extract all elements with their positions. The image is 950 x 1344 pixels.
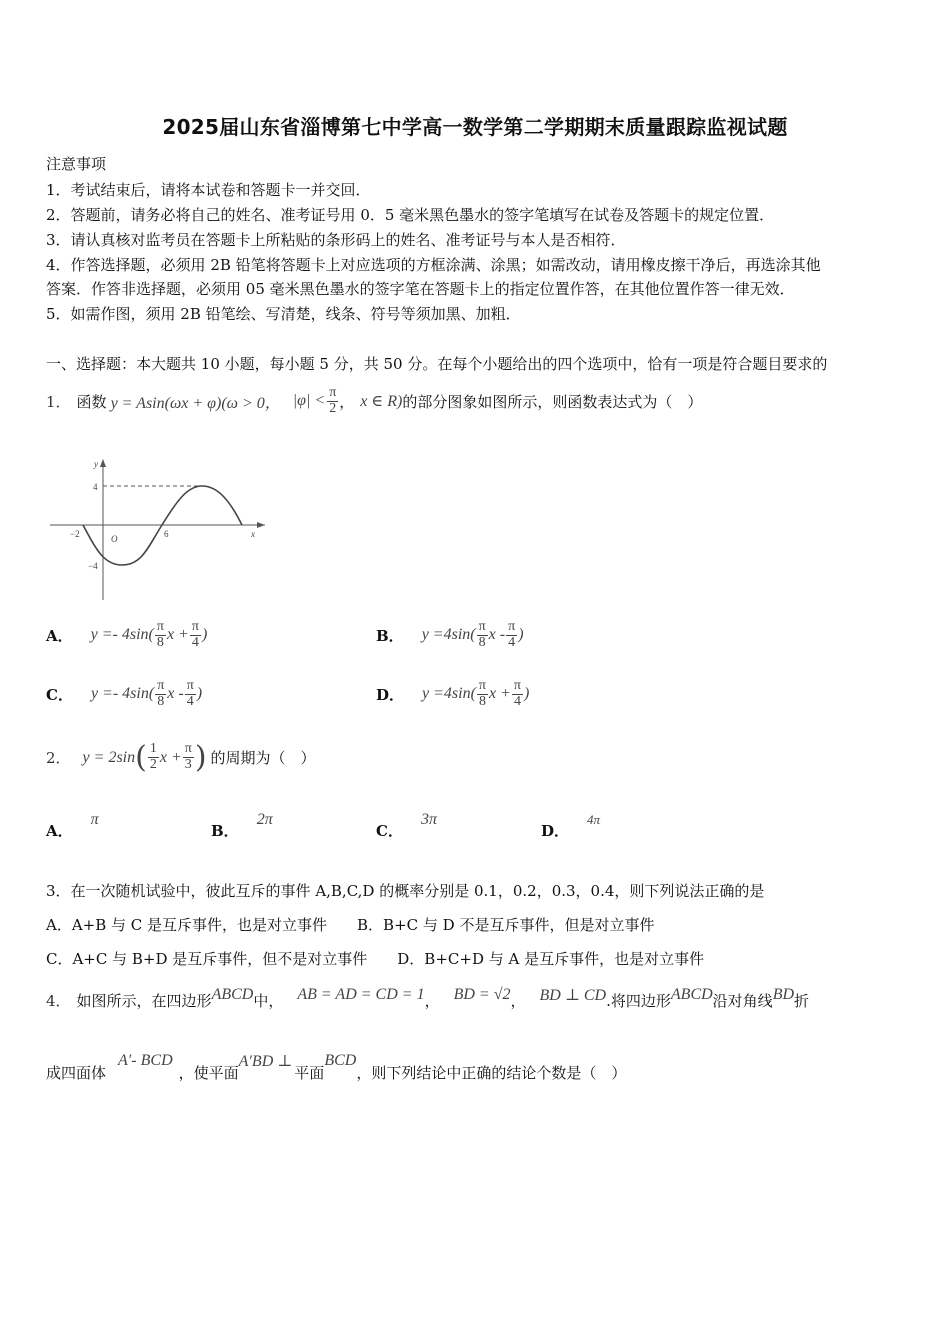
q1-sine-graph [50,455,275,605]
x-label: x [251,529,255,539]
y-tick-neg4: −4 [88,561,98,571]
q1-pi-over-2: $\frac{\pi}{2}$ [329,385,337,416]
q1-pre: 函数 [76,392,107,411]
q1-option-a[interactable]: A． y =- 4sin( $\frac{\pi}{8}$ x + $\frac{\pi}{4}$ ) [46,619,208,650]
question-number: 1． [46,392,71,411]
x-axis-arrow [257,522,265,528]
x-tick-neg2: −2 [70,529,80,539]
y-label: y [94,459,98,469]
q2-option-c[interactable]: C．3π [376,811,437,840]
notice-item: 1．考试结束后，请将本试卷和答题卡一并交回． [46,181,371,199]
notice-item: 2．答题前，请务必将自己的姓名、准考证号用 0．5 毫米黑色墨水的签字笔填写在试卷及答题卡的规定位置． [46,206,775,224]
q3-options-row1[interactable]: A．A+B 与 C 是互斥事件，也是对立事件 B．B+C 与 D 不是互斥事件，但是对立事件 [46,916,655,934]
question-4-line1: 4． 如图所示，在四边形 ABCD 中， AB = AD = CD = 1 ， BD = √2 ， BD ⊥ CD .将四边形 ABCD 沿对角线 BD 折 [46,985,810,1010]
notice-heading: 注意事项 [46,155,107,173]
y-tick-4: 4 [93,482,98,492]
x-tick-6: 6 [164,529,169,539]
y-axis-arrow [100,459,106,467]
question-1 [46,386,702,416]
q1-post: 的部分图象如图所示，则函数表达式为（ ） [402,392,703,411]
question-3-stem: 3．在一次随机试验中，彼此互斥的事件 A,B,C,D 的概率分别是 0.1，0.2，0.3，0.4，则下列说法正确的是 [46,882,765,900]
q3-options-row2[interactable]: C．A+C 与 B+D 是互斥事件，但不是对立事件 D．B+C+D 与 A 是互斥事件，也是对立事件 [46,950,705,968]
notice-item: 答案．作答非选择题，必须用 05 毫米黑色墨水的签字笔在答题卡上的指定位置作答，在其他位置作答一律无效． [46,280,795,298]
question-2: 2． y = 2sin ( $\frac{1}{2}$ x + $\frac{\pi}{3}$ ) 的周期为（ ） [46,740,316,775]
notice-item: 4．作答选择题，必须用 2B 铅笔将答题卡上对应选项的方框涂满、涂黑；如需改动，请用橡皮擦干净后，再选涂其他 [46,256,821,274]
q1-comma: ， [339,392,355,411]
q1-cond1: |φ| < [292,392,326,410]
notice-item: 3．请认真核对监考员在答题卡上所粘贴的条形码上的姓名、准考证号与本人是否相符． [46,231,626,249]
question-4-line2: 成四面体 A′- BCD ，使平面 A′BD ⊥ 平面 BCD ，则下列结论中正确的结论个数是（ ） [46,1051,627,1082]
origin-label: O [111,534,118,544]
q2-option-b[interactable]: B．2π [211,811,273,840]
page-title: 2025届山东省淄博第七中学高一数学第二学期期末质量跟踪监视试题 [162,115,788,139]
notice-item: 5．如需作图，须用 2B 铅笔绘、写清楚，线条、符号等须加黑、加粗． [46,305,521,323]
q1-cond2: x ∈ R) [360,393,403,411]
q2-option-d[interactable]: D．4π [541,812,601,840]
q1-option-c[interactable]: C． y =- 4sin( $\frac{\pi}{8}$ x - $\frac{\pi}{4}$ ) [46,678,203,709]
q1-option-b[interactable]: B． y =4sin( $\frac{\pi}{8}$ x - $\frac{\pi}{4}$ ) [376,619,524,650]
q2-option-a[interactable]: A．π [46,811,99,840]
section-heading: 一、选择题：本大题共 10 小题，每小题 5 分，共 50 分。在每个小题给出的四个选项中，恰有一项是符合题目要求的 [46,355,828,373]
q1-option-d[interactable]: D． y =4sin( $\frac{\pi}{8}$ x + $\frac{\pi}{4}$ ) [376,678,530,709]
q1-formula: y = Asin(ωx + φ)(ω > 0， [110,394,281,412]
